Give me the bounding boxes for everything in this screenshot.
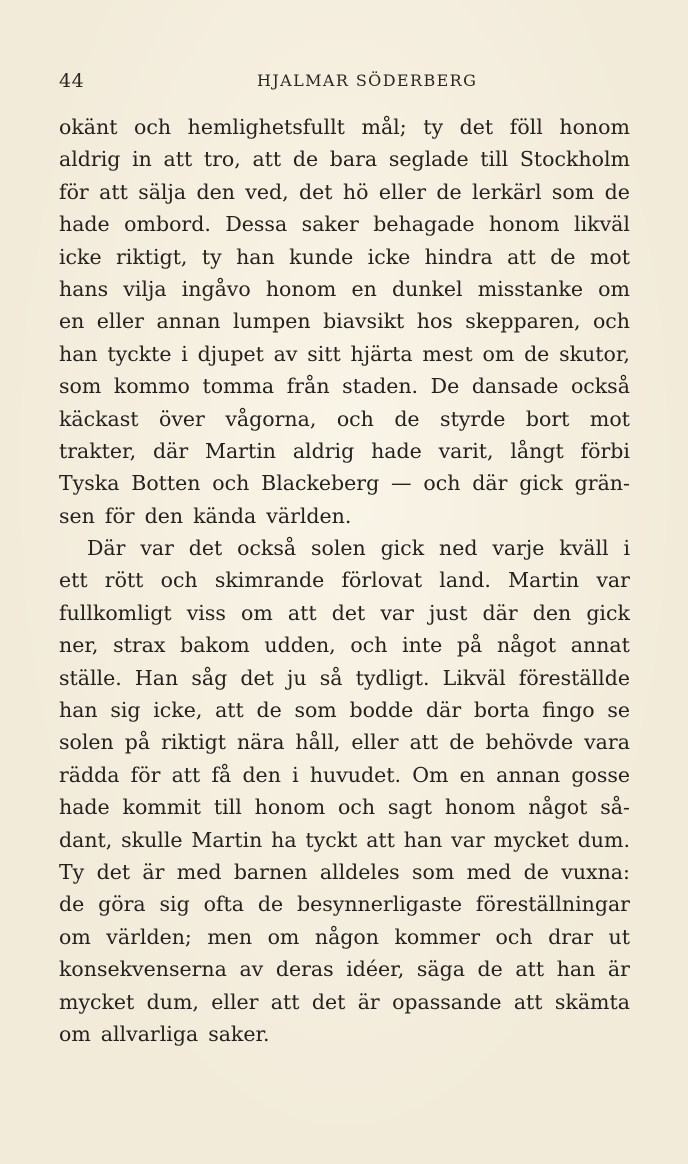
word: att xyxy=(171,762,201,787)
word: med xyxy=(466,859,512,884)
text-line xyxy=(59,111,630,143)
text-line xyxy=(59,305,630,337)
word: förbi xyxy=(580,438,630,463)
word: som xyxy=(294,698,337,723)
word: annan xyxy=(496,762,561,787)
word: av xyxy=(273,341,298,366)
word: sig xyxy=(110,698,141,723)
word: ett xyxy=(59,568,88,593)
word: var xyxy=(451,827,485,852)
word: strax xyxy=(113,633,166,658)
word: världen. xyxy=(266,503,352,528)
word: styrde xyxy=(440,406,506,431)
text-line xyxy=(59,176,630,208)
word: Där xyxy=(87,536,126,561)
text-line xyxy=(59,273,630,305)
word: en xyxy=(59,309,85,334)
word: att xyxy=(163,147,193,172)
paragraph-last-line xyxy=(59,500,630,532)
word: Martin xyxy=(191,827,263,852)
word: in xyxy=(132,147,152,172)
word: var xyxy=(380,600,414,625)
word: honom xyxy=(444,795,516,820)
word: alldeles xyxy=(319,859,400,884)
word: Martin xyxy=(204,438,276,463)
word: icke xyxy=(59,244,102,269)
word: dum, xyxy=(146,989,199,1014)
word: annat xyxy=(570,633,630,658)
word: ved, xyxy=(245,179,289,204)
word: mot xyxy=(589,406,630,431)
word: gick xyxy=(586,600,630,625)
word: misstanke xyxy=(477,276,583,301)
word: så xyxy=(319,665,343,690)
word: är xyxy=(142,859,165,884)
word: är xyxy=(357,989,380,1014)
word: djupet xyxy=(197,341,264,366)
word: aldrig xyxy=(292,438,355,463)
word: behagade xyxy=(373,212,475,237)
word: hö xyxy=(342,179,369,204)
word: ju xyxy=(287,665,307,690)
word: att xyxy=(287,600,317,625)
word: riktigt, xyxy=(116,244,188,269)
word: hindra xyxy=(424,244,493,269)
word: land. xyxy=(439,568,491,593)
word: Han xyxy=(134,665,179,690)
word: dunkel xyxy=(391,276,463,301)
word: konsekvenserna xyxy=(59,957,227,982)
word: hjärta xyxy=(350,341,413,366)
word: ty xyxy=(201,244,222,269)
text-line xyxy=(59,629,630,661)
word: tyckte xyxy=(107,341,172,366)
text-line xyxy=(59,791,630,823)
word: kommit xyxy=(122,795,201,820)
word: i xyxy=(623,536,630,561)
word: De xyxy=(430,374,460,399)
word: och xyxy=(423,471,461,496)
word: kväll xyxy=(559,536,609,561)
word: föll xyxy=(509,115,543,139)
text-line xyxy=(59,921,630,953)
word: idéer, xyxy=(346,957,405,982)
paragraph-first-line xyxy=(59,532,630,564)
word: det xyxy=(311,989,346,1014)
word: och xyxy=(495,924,533,949)
word: de xyxy=(256,698,282,723)
word: den xyxy=(532,600,572,625)
word: mycket xyxy=(493,827,569,852)
word: deras xyxy=(275,957,334,982)
word: hade xyxy=(59,212,110,237)
word: behövde xyxy=(485,730,574,755)
word: de xyxy=(436,179,462,204)
word: hos xyxy=(416,309,453,334)
word: varje xyxy=(492,536,545,561)
word: mycket xyxy=(59,989,135,1014)
word: de xyxy=(604,179,630,204)
word: Om xyxy=(412,762,449,787)
word: det xyxy=(188,536,223,561)
word: seglade xyxy=(388,147,469,172)
word: det xyxy=(331,600,366,625)
word: tyckt xyxy=(305,827,358,852)
word: föreställde xyxy=(518,665,630,690)
text-line xyxy=(59,370,630,402)
word: eller xyxy=(378,179,427,204)
word: att xyxy=(215,698,244,723)
word: och xyxy=(212,471,250,496)
word: om xyxy=(598,276,630,301)
word: lerkärl xyxy=(472,179,542,204)
word: göra xyxy=(98,892,146,917)
word: han xyxy=(556,957,596,982)
word: vågorna, xyxy=(225,406,317,431)
word: de xyxy=(257,892,284,917)
word: vara xyxy=(584,730,630,755)
word: dansade xyxy=(471,374,559,399)
word: också xyxy=(237,536,297,561)
word: solen xyxy=(310,536,366,561)
word: den xyxy=(242,762,281,787)
word: ombord. xyxy=(124,212,211,237)
word: varit, xyxy=(438,438,494,463)
word: till xyxy=(480,147,509,172)
word: också xyxy=(570,374,630,399)
word: icke, xyxy=(153,698,203,723)
word: skulle xyxy=(121,827,183,852)
text-line xyxy=(59,338,630,370)
word: rött xyxy=(104,568,144,593)
word: förlovat xyxy=(341,568,423,593)
word: hade xyxy=(371,438,422,463)
text-line xyxy=(59,986,630,1018)
text-line xyxy=(59,694,630,726)
word: på xyxy=(456,633,483,658)
word: men xyxy=(207,924,253,949)
word: inte xyxy=(402,633,443,658)
word: sagt xyxy=(387,795,433,820)
word: om xyxy=(267,924,300,949)
word: säga xyxy=(416,957,465,982)
word: och xyxy=(338,795,376,820)
word: där xyxy=(152,438,189,463)
word: långt xyxy=(510,438,564,463)
word: att xyxy=(99,179,128,204)
word: likväl xyxy=(574,212,630,237)
word: ner, xyxy=(59,633,99,658)
word: att xyxy=(409,730,439,755)
word: för xyxy=(104,503,135,528)
word: att xyxy=(252,147,282,172)
word: det xyxy=(96,859,131,884)
word: Dessa xyxy=(225,212,288,237)
word: mot xyxy=(589,244,630,269)
word: ha xyxy=(271,827,297,852)
word: som xyxy=(59,374,102,399)
word: om xyxy=(482,341,515,366)
word: biavsikt xyxy=(323,309,405,334)
word: den xyxy=(144,503,184,528)
word: honom xyxy=(559,115,630,139)
word: mest xyxy=(422,341,473,366)
word: kommer xyxy=(394,924,481,949)
word: Blackeberg xyxy=(261,471,380,496)
word: en xyxy=(459,762,485,787)
paragraph-last-line xyxy=(59,1018,630,1050)
word: vuxna: xyxy=(561,859,630,884)
word: något xyxy=(528,795,588,820)
text-line xyxy=(59,241,630,273)
word: honom xyxy=(489,212,560,237)
page-header xyxy=(59,70,628,96)
word: som xyxy=(551,179,595,204)
word: där xyxy=(426,698,462,723)
word: en xyxy=(351,276,377,301)
word: de xyxy=(449,730,475,755)
word: eller xyxy=(96,309,144,334)
word: Stockholm xyxy=(519,147,630,172)
word: om xyxy=(59,924,91,949)
word: gosse xyxy=(571,762,630,787)
word: är xyxy=(607,957,630,982)
word: barnen xyxy=(233,859,308,884)
word: okänt xyxy=(59,115,118,139)
word: ut xyxy=(608,924,630,949)
word: ofta xyxy=(203,892,244,917)
word: grän- xyxy=(574,471,630,496)
word: bort xyxy=(525,406,570,431)
word: den xyxy=(196,179,235,204)
word: från xyxy=(286,374,330,399)
word: han xyxy=(403,827,443,852)
word: eller xyxy=(211,989,259,1014)
word: saker. xyxy=(208,1021,270,1046)
body-text xyxy=(59,111,630,1050)
word: han xyxy=(59,698,98,723)
word: någon xyxy=(314,924,379,949)
word: tydligt. xyxy=(355,665,430,690)
word: hans xyxy=(59,276,109,301)
word: de xyxy=(523,859,549,884)
text-line xyxy=(59,597,630,629)
word: de xyxy=(524,341,550,366)
word: att xyxy=(270,989,300,1014)
word: käckast xyxy=(59,406,139,431)
word: viss xyxy=(186,600,226,625)
word: skimrande xyxy=(214,568,325,593)
text-line xyxy=(59,403,630,435)
word: hemlighetsfullt xyxy=(187,115,345,139)
word: de xyxy=(394,406,420,431)
running-head: HJALMAR SÖDERBERG xyxy=(257,71,478,90)
word: såg xyxy=(191,665,228,690)
word: få xyxy=(211,762,232,787)
word: drar xyxy=(548,924,594,949)
word: staden. xyxy=(342,374,419,399)
word: att xyxy=(513,989,543,1014)
word: allvarliga xyxy=(100,1021,199,1046)
word: trakter, xyxy=(59,438,137,463)
word: ty xyxy=(423,115,444,139)
word: eller xyxy=(351,730,399,755)
word: nära xyxy=(236,730,285,755)
word: för xyxy=(59,179,89,204)
word: saker xyxy=(301,212,359,237)
word: rädda xyxy=(59,762,120,787)
word: dum. xyxy=(577,827,630,852)
word: håll, xyxy=(295,730,341,755)
word: mål; xyxy=(361,115,407,139)
word: bara xyxy=(329,147,378,172)
text-line xyxy=(59,435,630,467)
word: om xyxy=(59,1021,91,1046)
word: bakom xyxy=(180,633,250,658)
word: som xyxy=(411,859,455,884)
word: udden, xyxy=(264,633,336,658)
word: för xyxy=(130,762,161,787)
word: gick xyxy=(519,471,563,496)
word: honom xyxy=(265,276,337,301)
word: om xyxy=(241,600,273,625)
word: borta xyxy=(473,698,530,723)
word: att xyxy=(366,827,395,852)
word: ingåvo xyxy=(181,276,251,301)
word: hade xyxy=(59,795,110,820)
word: Martin xyxy=(508,568,580,593)
word: de xyxy=(477,957,503,982)
word: på xyxy=(124,730,151,755)
word: vilja xyxy=(123,276,167,301)
word: det xyxy=(240,665,274,690)
word: just xyxy=(429,600,468,625)
text-line xyxy=(59,824,630,856)
word: ställe. xyxy=(59,665,122,690)
word: skämta xyxy=(554,989,630,1014)
text-line xyxy=(59,208,630,240)
word: bodde xyxy=(349,698,414,723)
word: dant, xyxy=(59,827,113,852)
word: var xyxy=(596,568,630,593)
word: fingo xyxy=(542,698,595,723)
word: något xyxy=(496,633,557,658)
word: det xyxy=(459,115,494,139)
text-line xyxy=(59,953,630,985)
word: och xyxy=(134,115,172,139)
word: över xyxy=(159,406,205,431)
word: de xyxy=(550,244,576,269)
word: fullkomligt xyxy=(59,600,172,625)
word: var xyxy=(140,536,174,561)
word: och xyxy=(160,568,198,593)
word: att xyxy=(515,957,545,982)
word: föreställningar xyxy=(475,892,630,917)
word: sälja xyxy=(138,179,187,204)
word: världen; xyxy=(106,924,192,949)
word: det xyxy=(299,179,333,204)
word: sig xyxy=(159,892,190,917)
word: lumpen xyxy=(232,309,311,334)
text-line xyxy=(59,662,630,694)
word: till xyxy=(213,795,242,820)
word: ned xyxy=(439,536,478,561)
text-line xyxy=(59,467,630,499)
word: tro, xyxy=(203,147,241,172)
word: tomma xyxy=(202,374,275,399)
text-line xyxy=(59,856,630,888)
word: han xyxy=(236,244,275,269)
word: Tyska xyxy=(59,471,120,496)
word: icke xyxy=(367,244,411,269)
word: kommo xyxy=(113,374,190,399)
word: annan xyxy=(156,309,221,334)
word: av xyxy=(239,957,264,982)
word: honom xyxy=(254,795,326,820)
word: opassande xyxy=(392,989,502,1014)
word: gick xyxy=(380,536,425,561)
text-line xyxy=(59,726,630,758)
word: besynnerligaste xyxy=(297,892,463,917)
word: så- xyxy=(600,795,630,820)
word: solen xyxy=(59,730,114,755)
word: han xyxy=(59,341,98,366)
word: aldrig xyxy=(59,147,121,172)
word: skepparen, xyxy=(465,309,581,334)
word: sitt xyxy=(307,341,341,366)
word: Botten xyxy=(131,471,201,496)
page-number: 44 xyxy=(59,70,85,92)
word: i xyxy=(292,762,299,787)
text-line xyxy=(59,888,630,920)
word: och xyxy=(336,406,374,431)
text-line xyxy=(59,759,630,791)
text-line xyxy=(59,143,630,175)
word: att xyxy=(507,244,536,269)
word: med xyxy=(176,859,222,884)
word: se xyxy=(607,698,630,723)
word: sen xyxy=(59,503,95,528)
word: skutor, xyxy=(559,341,630,366)
word: Ty xyxy=(59,859,85,884)
word: och xyxy=(350,633,388,658)
word: kunde xyxy=(289,244,354,269)
word: de xyxy=(292,147,319,172)
word: riktigt xyxy=(161,730,226,755)
word: kända xyxy=(193,503,257,528)
text-line xyxy=(59,564,630,596)
word: i xyxy=(181,341,188,366)
word: huvudet. xyxy=(309,762,402,787)
word: — xyxy=(391,471,412,496)
word: där xyxy=(482,600,518,625)
word: och xyxy=(592,309,630,334)
word: Likväl xyxy=(442,665,506,690)
word: där xyxy=(472,471,508,496)
word: de xyxy=(59,892,85,917)
